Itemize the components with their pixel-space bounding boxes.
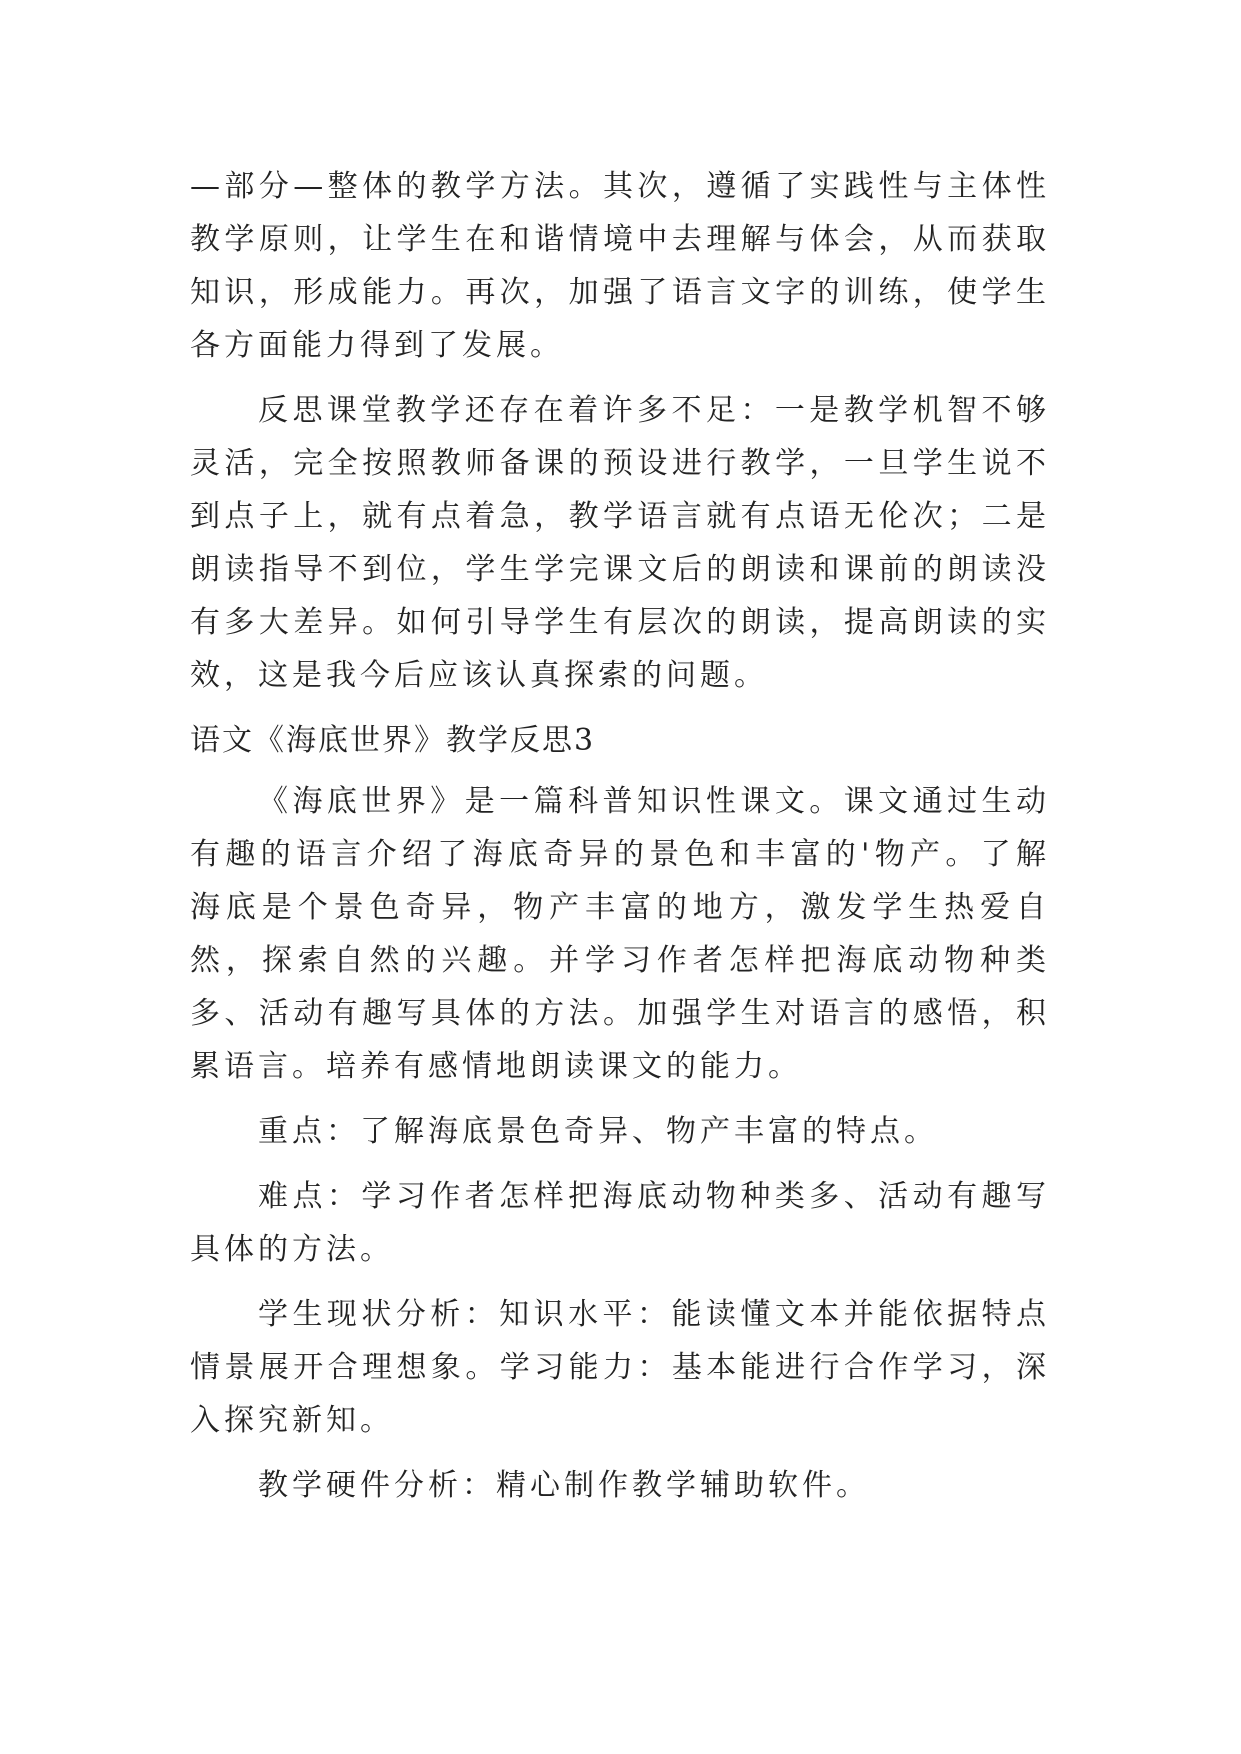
paragraph-student-analysis: 学生现状分析：知识水平：能读懂文本并能依据特点情景展开合理想象。学习能力：基本能进行合作学习，深入探究新知。 — [190, 1297, 1050, 1438]
document-body — [190, 160, 1050, 1524]
paragraph-key-point: 重点：了解海底景色奇异、物产丰富的特点。 — [258, 1114, 938, 1149]
paragraph-difficulty: 难点：学习作者怎样把海底动物种类多、活动有趣写具体的方法。 — [190, 1179, 1050, 1267]
paragraph-reflection-shortcomings: 反思课堂教学还存在着许多不足：一是教学机智不够灵活，完全按照教师备课的预设进行教学，一旦学生说不到点子上，就有点着急，教学语言就有点语无伦次；二是朗读指导不到位，学生学完课文后的朗读和课前的朗读没有多大差异。如何引导学生有层次的朗读，提高朗读的实效，这是我今后应该认真探索的问题。 — [190, 393, 1050, 693]
section-title: 语文《海底世界》教学反思3 — [190, 723, 596, 758]
paragraph-hardware-analysis: 教学硬件分析：精心制作教学辅助软件。 — [258, 1468, 870, 1503]
paragraph-teaching-method: —部分—整体的教学方法。其次，遵循了实践性与主体性教学原则，让学生在和谐情境中去理解与体会，从而获取知识，形成能力。再次，加强了语言文字的训练，使学生各方面能力得到了发展。 — [190, 169, 1050, 363]
paragraph-text-introduction: 《海底世界》是一篇科普知识性课文。课文通过生动有趣的语言介绍了海底奇异的景色和丰富的'物产。了解海底是个景色奇异，物产丰富的地方，激发学生热爱自然，探索自然的兴趣。并学习作者怎样把海底动物种类多、活动有趣写具体的方法。加强学生对语言的感悟，积累语言。培养有感情地朗读课文的能力。 — [190, 784, 1050, 1084]
